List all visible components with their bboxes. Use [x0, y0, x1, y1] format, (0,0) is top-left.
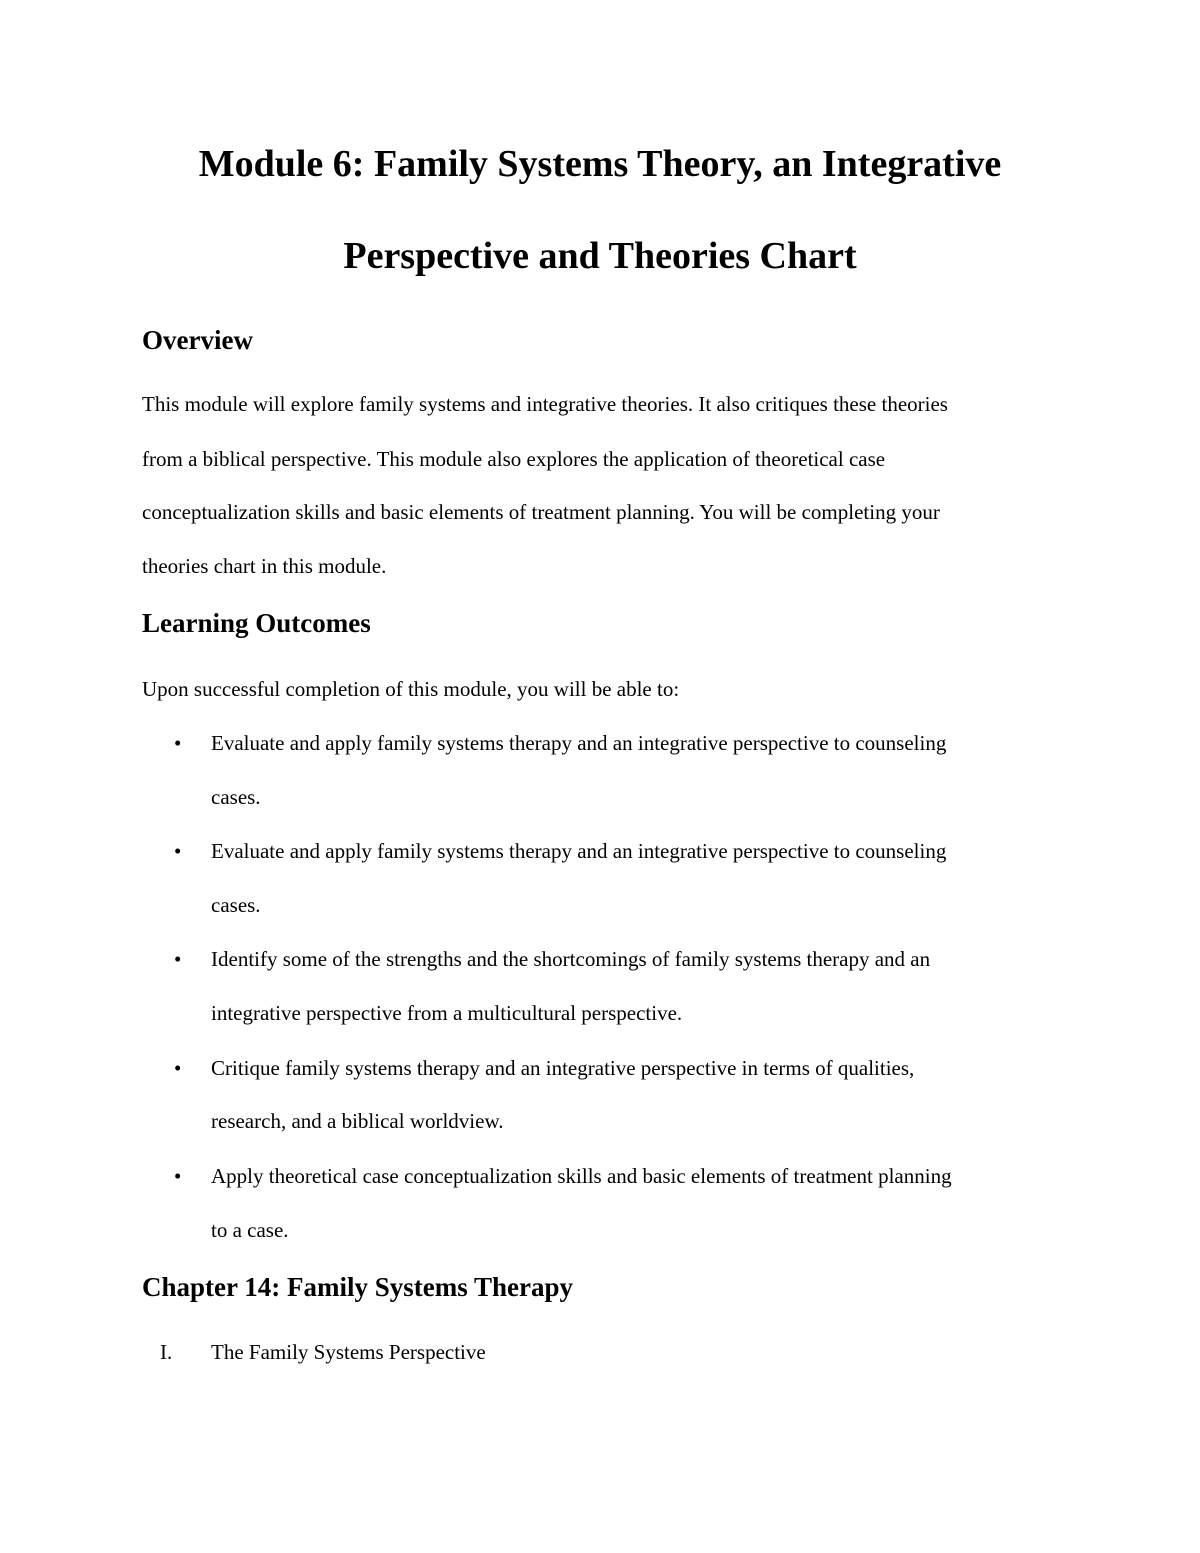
list-item-line-2: cases. — [211, 893, 261, 917]
overview-heading: Overview — [142, 325, 253, 355]
overview-paragraph-line: from a biblical perspective. This module also explores the application of theoretical case — [142, 447, 886, 471]
list-item-line-2: to a case. — [211, 1218, 289, 1242]
list-item-line-1: Evaluate and apply family systems therapy and an integrative perspective to counseling — [211, 839, 947, 863]
bullet-icon: • — [174, 1056, 182, 1080]
outline-item-text: The Family Systems Perspective — [211, 1340, 486, 1364]
learning-outcomes-intro: Upon successful completion of this module, you will be able to: — [142, 677, 680, 701]
outline-numeral: I. — [160, 1340, 173, 1364]
bullet-icon: • — [174, 1164, 182, 1188]
list-item-line-1: Apply theoretical case conceptualization skills and basic elements of treatment planning — [211, 1164, 952, 1188]
learning-outcomes-heading: Learning Outcomes — [142, 608, 371, 638]
overview-paragraph-line: This module will explore family systems and integrative theories. It also critiques these theories — [142, 392, 948, 416]
list-item-line-2: cases. — [211, 785, 261, 809]
list-item-line-2: research, and a biblical worldview. — [211, 1109, 504, 1133]
overview-paragraph-line: theories chart in this module. — [142, 554, 387, 578]
page-title-line-2: Perspective and Theories Chart — [343, 235, 857, 277]
list-item-line-1: Critique family systems therapy and an integrative perspective in terms of qualities, — [211, 1056, 915, 1080]
page-title-line-1: Module 6: Family Systems Theory, an Integrative — [198, 143, 1002, 185]
list-item-line-1: Evaluate and apply family systems therapy and an integrative perspective to counseling — [211, 731, 947, 755]
chapter-heading: Chapter 14: Family Systems Therapy — [142, 1272, 573, 1302]
overview-paragraph-line: conceptualization skills and basic elements of treatment planning. You will be completing your — [142, 500, 940, 524]
bullet-icon: • — [174, 839, 182, 863]
bullet-icon: • — [174, 731, 182, 755]
list-item-line-1: Identify some of the strengths and the shortcomings of family systems therapy and an — [211, 947, 931, 971]
list-item-line-2: integrative perspective from a multicultural perspective. — [211, 1001, 683, 1025]
bullet-icon: • — [174, 947, 182, 971]
